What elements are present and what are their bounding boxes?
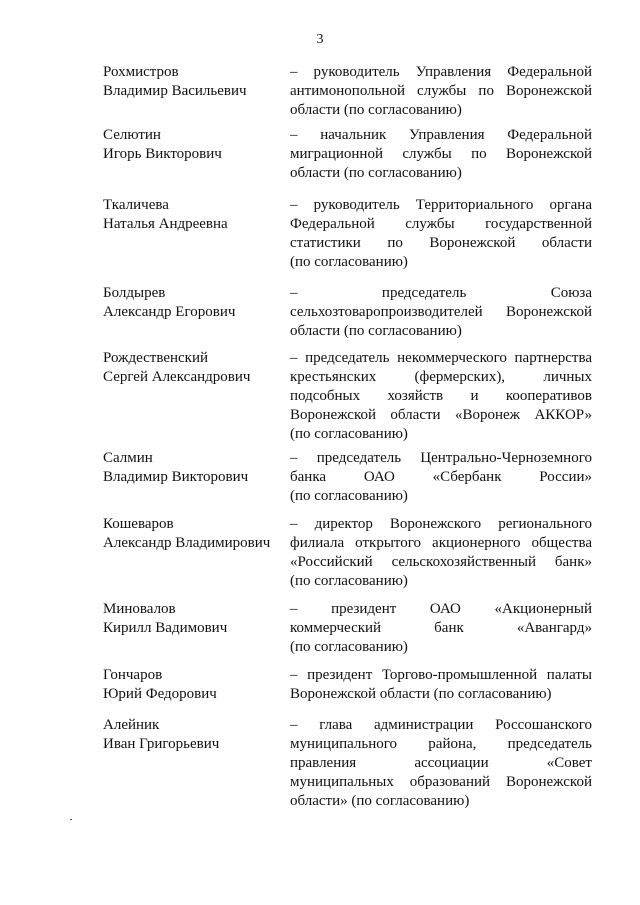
member-surname: Гончаров [103,667,163,683]
role-line: правления ассоциации «Совет [290,755,592,771]
member-surname: Алейник [103,717,160,733]
member-given-names: Александр Егорович [103,304,236,320]
member-name [103,126,283,164]
role-line: области (по согласованию) [290,323,462,339]
role-line: банка ОАО «Сбербанк России» [290,469,592,485]
page-number: 3 [316,32,324,47]
role-line: области (по согласованию) [290,165,462,181]
member-surname: Ткаличева [103,197,169,213]
member-surname: Кошеваров [103,516,174,532]
member-role [290,349,592,444]
member-given-names: Иван Григорьевич [103,736,220,752]
role-line: – директор Воронежского регионального [290,516,592,532]
member-surname: Салмин [103,450,153,466]
role-line: подсобных хозяйств и кооперативов [290,388,592,404]
member-given-names: Кирилл Вадимович [103,620,228,636]
role-line: – глава администрации Россошанского [290,717,592,733]
member-name [103,600,283,638]
member-name [103,449,283,487]
role-line: коммерческий банк «Авангард» [290,620,592,636]
role-line: – председатель Союза [290,285,592,301]
role-line: области (по согласованию) [290,102,462,118]
member-role [290,449,592,506]
role-line: (по согласованию) [290,639,408,655]
member-given-names: Сергей Александрович [103,369,251,385]
member-surname: Болдырев [103,285,166,301]
role-line: – руководитель Управления Федеральной [290,64,592,80]
role-line: области» (по согласованию) [290,793,470,809]
role-line: миграционной службы по Воронежской [290,146,592,162]
scan-mark [70,819,72,820]
role-line: – начальник Управления Федеральной [290,127,592,143]
role-line: Воронежской области (по согласованию) [290,686,552,702]
role-line: муниципальных образований Воронежской [290,774,592,790]
role-line: (по согласованию) [290,488,408,504]
member-role [290,716,592,811]
role-line: (по согласованию) [290,254,408,270]
role-line: Федеральной службы государственной [290,216,592,232]
member-name [103,515,283,553]
role-line: статистики по Воронежской области [290,235,592,251]
role-line: крестьянских (фермерских), личных [290,369,592,385]
member-role [290,515,592,591]
member-given-names: Александр Владимирович [103,535,271,551]
member-name [103,63,283,101]
role-line: (по согласованию) [290,426,408,442]
member-given-names: Игорь Викторович [103,146,222,162]
role-line: «Российский сельскохозяйственный банк» [290,554,592,570]
member-given-names: Юрий Федорович [103,686,217,702]
role-line: – председатель Центрально-Черноземного [290,450,592,466]
member-name [103,196,283,234]
role-line: – президент ОАО «Акционерный [290,601,592,617]
role-line: сельхозтоваропроизводителей Воронежской [290,304,592,320]
member-role [290,600,592,657]
role-line: филиала открытого акционерного общества [290,535,592,551]
role-line: антимонопольной службы по Воронежской [290,83,592,99]
member-given-names: Владимир Викторович [103,469,249,485]
member-surname: Рохмистров [103,64,179,80]
member-name [103,349,283,387]
role-line: – руководитель Территориального органа [290,197,592,213]
member-role [290,666,592,704]
role-line: муниципального района, председатель [290,736,592,752]
member-role [290,126,592,183]
member-name [103,284,283,322]
member-role [290,196,592,272]
member-role [290,63,592,120]
member-surname: Селютин [103,127,161,143]
role-line: Воронежской области «Воронеж АККОР» [290,407,592,423]
member-surname: Рождественский [103,350,209,366]
member-name [103,666,283,704]
member-given-names: Наталья Андреевна [103,216,228,232]
role-line: (по согласованию) [290,573,408,589]
role-line: – президент Торгово-промышленной палаты [290,667,592,683]
member-role [290,284,592,341]
member-given-names: Владимир Васильевич [103,83,247,99]
member-name [103,716,283,754]
role-line: – председатель некоммерческого партнерства [290,350,592,366]
member-surname: Миновалов [103,601,176,617]
